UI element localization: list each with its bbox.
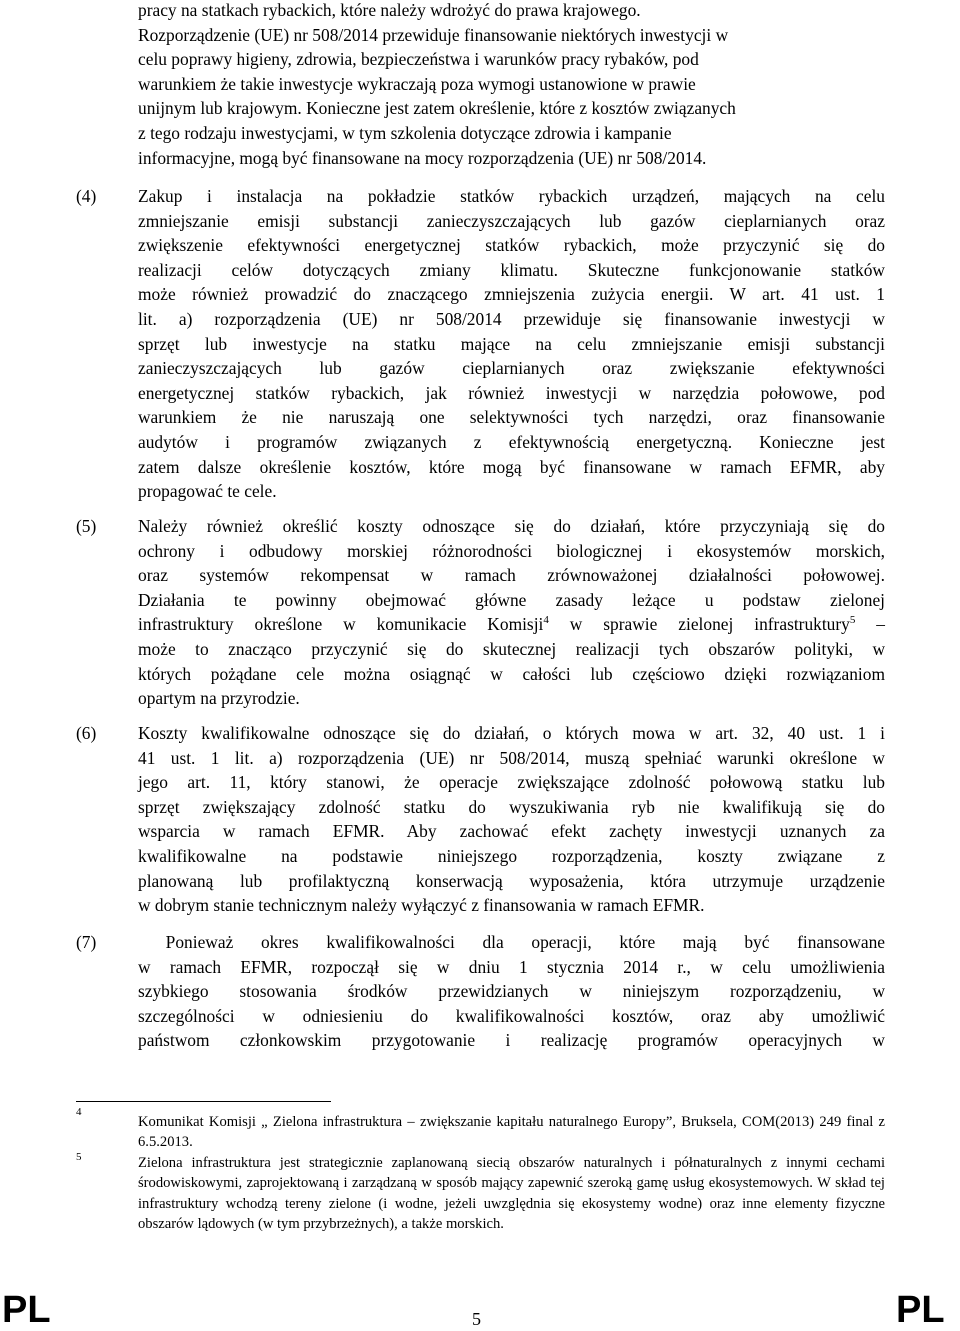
- paragraph-6: [138, 721, 885, 918]
- text-line: realizacji celów dotyczących zmiany klimatu. Skuteczne funkcjonowanie statków: [138, 259, 885, 280]
- page-number: 5: [472, 1309, 481, 1329]
- text-line: warunkiem że nie naruszają one selektywności tych narzędzi, oraz finansowanie: [138, 407, 885, 428]
- footnote-reference[interactable]: 5: [849, 614, 856, 627]
- text-line: wsparcia w ramach EFMR. Aby zachować efekt zachęty inwestycji uznanych za: [138, 821, 885, 842]
- paragraph-number: (7): [76, 932, 97, 952]
- text-fragment: w sprawie zielonej infrastruktury: [548, 614, 850, 635]
- footer-language-left: PL: [2, 1289, 51, 1331]
- text-line: Ponieważ okres kwalifikowalności dla operacji, które mają być finansowane: [138, 932, 885, 952]
- text-line: jego art. 11, który stanowi, że operacje zwiększające zdolność połowową statku lub: [138, 772, 885, 793]
- text-line: może to znacząco przyczynić się do skutecznej realizacji tych obszarów polityki, w: [138, 638, 885, 659]
- text-line: celu poprawy higieny, zdrowia, bezpieczeństwa i warunków pracy rybaków, pod: [138, 49, 699, 70]
- text-line: z tego rodzaju inwestycjami, w tym szkolenia dotyczące zdrowia i kampanie: [138, 122, 672, 143]
- text-fragment: infrastruktury określone w komunikacie Komisji: [138, 614, 544, 635]
- footnote-separator: [76, 1101, 331, 1102]
- text-line: w ramach EFMR, rozpoczął się w dniu 1 stycznia 2014 r., w celu umożliwienia: [138, 956, 885, 977]
- text-line: 41 ust. 1 lit. a) rozporządzenia (UE) nr 508/2014, muszą spełniać warunki określone w: [138, 747, 885, 768]
- text-line-with-footnotes: [138, 612, 885, 637]
- text-line: może również prowadzić do znaczącego zmniejszenia zużycia energii. W art. 41 ust. 1: [138, 284, 885, 305]
- text-line: których pożądane cele można osiągnąć w całości lub częściowo dzięki rozwiązaniom: [138, 663, 885, 684]
- text-line: pracy na statkach rybackich, które należy wdrożyć do prawa krajowego.: [138, 0, 641, 20]
- text-line: unijnym lub krajowym. Konieczne jest zatem określenie, które z kosztów związanych: [138, 98, 736, 119]
- paragraph-number: (6): [76, 723, 97, 743]
- footnote-reference[interactable]: 4: [543, 614, 549, 627]
- text-line: sprzęt lub inwestycje na statku mające na celu zmniejszanie emisji substancji: [138, 333, 885, 354]
- text-line: zanieczyszczających lub gazów cieplarnianych oraz zwiększanie efektywności: [138, 358, 885, 379]
- text-line: kwalifikowalne na podstawie niniejszego rozporządzenia, koszty związane z: [138, 845, 885, 866]
- text-line: Koszty kwalifikowalne odnoszące się do działań, o których mowa w art. 32, 40 ust. 1 i: [138, 723, 885, 743]
- text-line: Należy również określić koszty odnoszące się do działań, które przyczyniają się do: [138, 516, 885, 536]
- text-line: zatem dalsze określenie kosztów, które mogą być finansowane w ramach EFMR, aby: [138, 456, 885, 477]
- footnote-text: Komunikat Komisji „ Zielona infrastruktura – zwiększanie kapitału naturalnego Europy”, Bruksela, COM(2013) 249 final z 6.5.2013.: [138, 1114, 885, 1151]
- paragraph-4: [138, 184, 885, 504]
- text-line: planowaną lub profilaktyczną konserwacją wyposażenia, która utrzymuje urządzenie: [138, 870, 885, 891]
- paragraph-number: (5): [76, 516, 97, 536]
- text-line: w dobrym stanie technicznym należy wyłączyć z finansowania w ramach EFMR.: [138, 895, 705, 916]
- text-line: zwiększenie efektywności energetycznej statków rybackich, może przyczynić się do: [138, 235, 885, 256]
- paragraph-7: [138, 930, 885, 1053]
- text-fragment: –: [855, 614, 885, 635]
- text-line: szybkiego stosowania środków przewidzianych w niniejszym rozporządzeniu, w: [138, 981, 885, 1002]
- text-line: audytów i programów związanych z efektywnością energetyczną. Konieczne jest: [138, 431, 885, 452]
- text-line: Zakup i instalacja na pokładzie statków rybackich urządzeń, mających na celu: [138, 186, 885, 206]
- footnote-text: Zielona infrastruktura jest strategicznie zaplanowaną siecią obszarów naturalnych i półnaturalnych z innymi cechami środowiskowymi, zaprojektowaną i zarządzaną w sposób mający zapewnić szeroką gamę usług ekosystemowych. W skład tej infrastruktury wchodzą tereny zielone (i wodne, jeżeli uwzględnia się ekosystemy wodne) oraz inne elementy fizyczne obszarów lądowych (w tym przybrzeżnych), a także morskich.: [138, 1155, 885, 1233]
- text-line: propagować te cele.: [138, 481, 277, 502]
- text-line: Działania te powinny obejmować główne zasady leżące u podstaw zielonej: [138, 589, 885, 610]
- text-line: informacyjne, mogą być finansowane na mocy rozporządzenia (UE) nr 508/2014.: [138, 147, 707, 168]
- paragraph-number: (4): [76, 186, 97, 206]
- text-line: lit. a) rozporządzenia (UE) nr 508/2014 przewiduje się finansowanie inwestycji w: [138, 308, 885, 329]
- text-line: ochrony i odbudowy morskiej różnorodności biologicznej i ekosystemów morskich,: [138, 540, 885, 561]
- text-line: sprzęt zwiększający zdolność statku do wyszukiwania ryb nie kwalifikują się do: [138, 796, 885, 817]
- paragraph-3-continuation: [138, 0, 885, 170]
- footnote-number: 4: [76, 1106, 82, 1118]
- paragraph-5: [138, 514, 885, 711]
- text-line: Rozporządzenie (UE) nr 508/2014 przewiduje finansowanie niektórych inwestycji w: [138, 24, 729, 45]
- text-line: oraz systemów rekompensat w ramach zrównoważonej działalności połowowej.: [138, 565, 885, 586]
- text-line: szczególności w odniesieniu do kwalifikowalności kosztów, oraz aby umożliwić: [138, 1005, 885, 1026]
- text-line: warunkiem że takie inwestycje wykraczają poza wymogi ustanowione w prawie: [138, 73, 696, 94]
- footnote-number: 5: [76, 1151, 82, 1163]
- text-line: zmniejszanie emisji substancji zanieczyszczających lub gazów cieplarnianych oraz: [138, 210, 885, 231]
- text-line: energetycznej statków rybackich, jak również inwestycji w narzędzia połowowe, pod: [138, 382, 885, 403]
- text-line: opartym na przyrodzie.: [138, 688, 300, 709]
- text-line: państwom członkowskim przygotowanie i realizację programów operacyjnych w: [138, 1030, 885, 1051]
- footer-language-right: PL: [896, 1289, 945, 1331]
